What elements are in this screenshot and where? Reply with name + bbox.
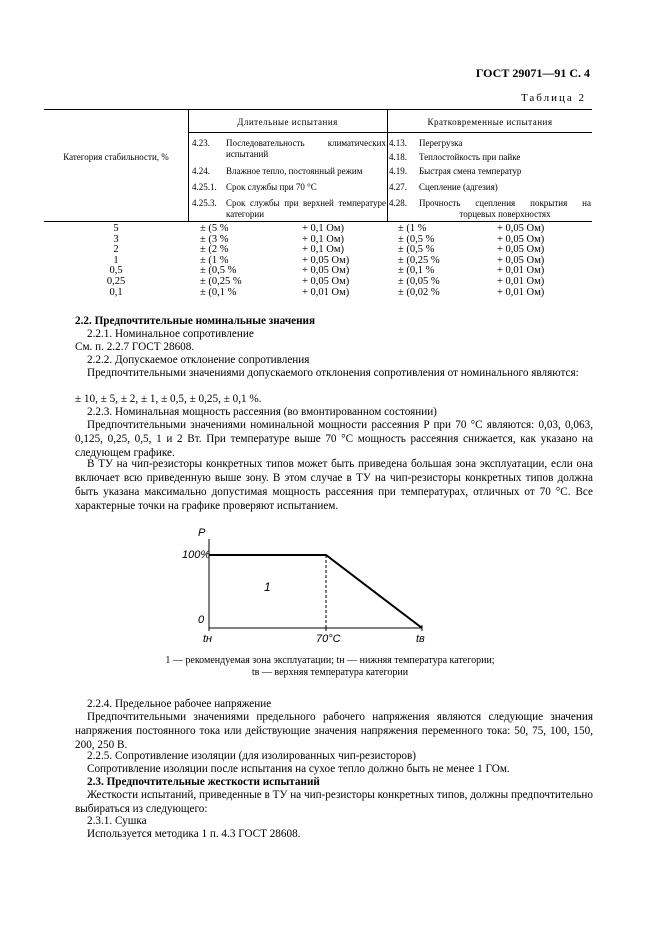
- row-short-ohm: + 0,05 Ом): [497, 233, 545, 245]
- table-long-title: Длительные испытания: [237, 117, 338, 127]
- short-item-text: Перегрузка: [419, 138, 463, 148]
- chart-x-tick-label: tн: [203, 633, 213, 645]
- row-category: 0,25: [106, 276, 126, 287]
- long-item-num: 4.24.: [192, 166, 210, 176]
- row-long-ohm: + 0,05 Ом): [302, 265, 350, 277]
- section-2-2-2: 2.2.2. Допускаемое отклонение сопротивления: [87, 354, 310, 366]
- row-long-ohm: + 0,05 Ом): [302, 276, 350, 287]
- chart-caption-line1: 1 — рекомендуемая зона эксплуатации; tн — нижняя температура категории;: [165, 655, 495, 666]
- short-item-text: Быстрая смена температур: [419, 166, 522, 176]
- section-2-2-title: 2.2. Предпочтительные номинальные значения: [75, 315, 316, 327]
- section-2-2-1: 2.2.1. Номинальное сопротивление: [87, 328, 254, 340]
- short-item-num: 4.28.: [389, 198, 407, 208]
- section-2-2-4: 2.2.4. Предельное рабочее напряжение: [87, 698, 272, 710]
- short-item-text: Теплостойкость при пайке: [419, 152, 521, 162]
- table-short-title: Кратковременные испытания: [427, 117, 553, 127]
- section-2-3-title: 2.3. Предпочтительные жесткости испытаний: [87, 776, 320, 788]
- row-long-percent: ± (5 %: [200, 223, 229, 234]
- short-item-num: 4.18.: [389, 152, 407, 162]
- row-short-percent: ± (0,25 %: [398, 254, 440, 266]
- row-category: 5: [113, 223, 119, 234]
- section-2-2-3-para: Предпочтительными значениями номинальной мощности рассеяния P при 70 °С являются: 0,03, 0,063, 0,125, 0,25, 0,5, 1 и 2 Вт. При температуре выше 70 °С мощность рассеяния снижается, как указано на следующем графике.: [75, 419, 593, 459]
- row-short-percent: ± (0,1 %: [398, 265, 435, 277]
- row-long-percent: ± (0,1 %: [200, 286, 237, 298]
- row-category: 3: [113, 233, 119, 245]
- row-short-percent: ± (0,5 %: [398, 233, 435, 245]
- row-short-ohm: + 0,05 Ом): [497, 223, 545, 234]
- long-item-text: Последовательность климатических испытаний: [226, 138, 386, 159]
- section-2-2-2-values: ± 10, ± 5, ± 2, ± 1, ± 0,5, ± 0,25, ± 0,1 %.: [75, 393, 262, 405]
- page-header: ГОСТ 29071—91 С. 4: [475, 66, 590, 80]
- row-long-percent: ± (1 %: [200, 254, 229, 266]
- row-long-ohm: + 0,05 Ом): [302, 254, 350, 266]
- row-long-percent: ± (3 %: [200, 233, 229, 245]
- chart-caption-line2: tв — верхняя температура категории: [251, 667, 409, 678]
- row-category: 1: [113, 254, 119, 266]
- table-top-rule: [44, 109, 592, 110]
- chart-y-tick-0: 0: [198, 614, 205, 626]
- long-item-num: 4.25.3.: [192, 198, 217, 208]
- row-short-ohm: + 0,01 Ом): [497, 286, 545, 298]
- short-item-num: 4.13.: [389, 138, 407, 148]
- derating-chart: [160, 524, 460, 654]
- short-item-num: 4.27.: [389, 182, 407, 192]
- row-long-percent: ± (2 %: [200, 244, 229, 256]
- row-short-percent: ± (0,05 %: [398, 276, 440, 287]
- short-item-num: 4.19.: [389, 166, 407, 176]
- chart-marks: [203, 555, 425, 645]
- section-2-2-5-para: Сопротивление изоляции после испытания на сухое тепло должно быть не менее 1 ГОм.: [87, 763, 510, 775]
- table-row-header: Категория стабильности, %: [63, 152, 169, 162]
- row-short-ohm: + 0,01 Ом): [497, 276, 545, 287]
- row-short-percent: ± (0,02 %: [398, 286, 440, 298]
- row-long-ohm: + 0,1 Ом): [302, 233, 345, 245]
- row-long-ohm: + 0,01 Ом): [302, 286, 350, 298]
- row-short-ohm: + 0,05 Ом): [497, 254, 545, 266]
- section-2-2-1-ref: См. п. 2.2.7 ГОСТ 28608.: [75, 341, 195, 353]
- table-subheader-rule: [188, 132, 592, 133]
- row-short-percent: ± (0,5 %: [398, 244, 435, 256]
- long-item-num: 4.23.: [192, 138, 210, 148]
- table-caption: Таблица 2: [520, 92, 586, 104]
- long-item-text: Влажное тепло, постоянный режим: [226, 166, 363, 176]
- row-short-ohm: + 0,05 Ом): [497, 244, 545, 256]
- row-category: 2: [113, 244, 119, 256]
- chart-zone-label: 1: [264, 580, 271, 594]
- row-long-ohm: + 0,1 Ом): [302, 223, 345, 234]
- short-item-text: Сцепление (адгезия): [419, 182, 498, 192]
- long-item-text: Срок службы при 70 °С: [226, 182, 317, 192]
- chart-y-label: P: [198, 527, 206, 539]
- row-category: 0,5: [109, 265, 123, 277]
- row-long-ohm: + 0,1 Ом): [302, 244, 345, 256]
- short-item-text: Прочность сцепления покрытия на торцевых поверхностях: [419, 198, 591, 219]
- section-2-2-3: 2.2.3. Номинальная мощность рассеяния (во вмонтированном состоянии): [87, 406, 437, 418]
- row-category: 0,1: [109, 286, 123, 298]
- long-item-num: 4.25.1.: [192, 182, 217, 192]
- section-2-3-1-para: Используется методика 1 п. 4.3 ГОСТ 28608.: [87, 828, 301, 840]
- table-header-rule: [44, 221, 592, 222]
- chart-y-tick-100: 100%: [182, 549, 211, 561]
- long-item-text: Срок службы при верхней температуре категории: [226, 198, 386, 219]
- section-2-2-4-para: Предпочтительными значениями предельного рабочего напряжения являются следующие значения напряжения постоянного тока или действующие значения напряжения переменного тока: 50, 75, 100, 150, 200, 250 В.: [75, 711, 593, 751]
- section-2-3-para: Жесткости испытаний, приведенные в ТУ на чип-резисторы конкретных типов, должны предпочтительно выбираться из следующего:: [75, 789, 593, 815]
- row-long-percent: ± (0,5 %: [200, 265, 237, 277]
- row-long-percent: ± (0,25 %: [200, 276, 242, 287]
- section-2-2-2-para: Предпочтительными значениями допускаемого отклонения сопротивления от номинального являются:: [87, 367, 579, 379]
- section-2-2-3-para2: В ТУ на чип-резисторы конкретных типов может быть приведена большая зона эксплуатации, если она включает всю приведенную выше зону. В этом случае в ТУ на чип-резисторы конкретных типов должна быть указана максимально допустимая мощность рассеяния при температурах, отличных от 70 °С. Все характерные точки на графике проверяют испытанием.: [75, 458, 593, 512]
- derating-line: [209, 555, 422, 628]
- row-short-percent: ± (1 %: [398, 223, 427, 234]
- chart-x-tick-label: tв: [416, 633, 425, 645]
- row-short-ohm: + 0,01 Ом): [497, 265, 545, 277]
- chart-x-tick-label: 70°C: [316, 633, 341, 645]
- section-2-2-5: 2.2.5. Сопротивление изоляции (для изолированных чип-резисторов): [87, 750, 417, 762]
- section-2-3-1: 2.3.1. Сушка: [87, 815, 147, 827]
